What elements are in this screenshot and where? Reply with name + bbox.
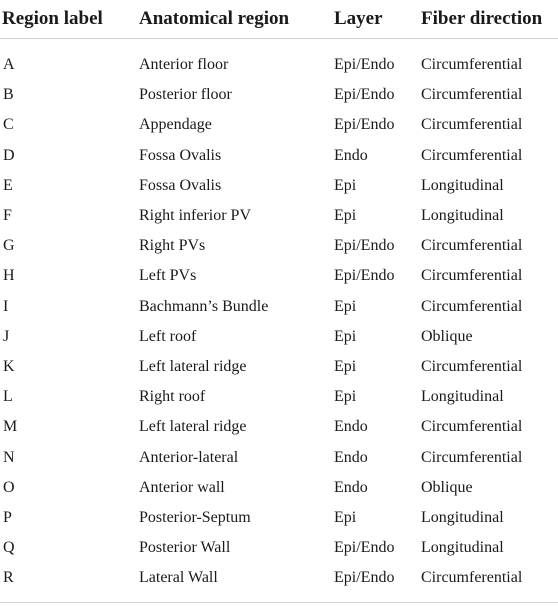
cell-fiber-direction: Circumferential	[421, 146, 523, 164]
cell-anatomical-region: Anterior-lateral	[139, 448, 239, 466]
cell-fiber-direction: Circumferential	[421, 237, 523, 255]
table-row	[0, 533, 558, 563]
table-body	[0, 39, 558, 603]
table-row	[0, 503, 558, 533]
cell-anatomical-region: Left lateral ridge	[139, 357, 247, 375]
header-row	[0, 0, 558, 39]
cell-fiber-direction: Longitudinal	[421, 207, 504, 225]
cell-layer: Epi	[334, 327, 357, 345]
cell-fiber-direction: Circumferential	[421, 267, 523, 285]
cell-region-label: R	[3, 569, 14, 587]
cell-layer: Epi/Endo	[334, 56, 395, 74]
cell-region-label: F	[3, 207, 12, 225]
cell-layer: Epi/Endo	[334, 569, 395, 587]
cell-anatomical-region: Fossa Ovalis	[139, 146, 222, 164]
cell-anatomical-region: Appendage	[139, 116, 212, 134]
header-anatomical-region: Anatomical region	[137, 0, 332, 39]
cell-anatomical-region: Posterior-Septum	[139, 508, 251, 526]
cell-fiber-direction: Oblique	[421, 478, 473, 496]
cell-region-label: P	[3, 508, 12, 526]
table-row	[0, 201, 558, 231]
cell-layer: Epi	[334, 176, 357, 194]
cell-fiber-direction: Circumferential	[421, 357, 523, 375]
cell-anatomical-region: Right inferior PV	[139, 207, 251, 225]
cell-layer: Epi/Endo	[334, 116, 395, 134]
cell-fiber-direction: Oblique	[421, 327, 473, 345]
table-row	[0, 141, 558, 171]
cell-fiber-direction: Circumferential	[421, 116, 523, 134]
cell-region-label: B	[3, 86, 14, 104]
cell-anatomical-region: Lateral Wall	[139, 569, 218, 587]
table-row	[0, 80, 558, 110]
table-row	[0, 171, 558, 201]
table-row	[0, 382, 558, 412]
cell-anatomical-region: Posterior floor	[139, 86, 232, 104]
cell-anatomical-region: Right roof	[139, 388, 206, 406]
cell-region-label: A	[3, 56, 15, 74]
cell-anatomical-region: Left roof	[139, 327, 197, 345]
cell-anatomical-region: Anterior wall	[139, 478, 225, 496]
header-region-label: Region label	[0, 0, 137, 39]
cell-layer: Endo	[334, 478, 368, 496]
table-row	[0, 442, 558, 472]
cell-anatomical-region: Bachmann’s Bundle	[139, 297, 269, 315]
cell-layer: Endo	[334, 418, 368, 436]
cell-region-label: L	[3, 388, 13, 406]
cell-layer: Epi	[334, 297, 357, 315]
cell-region-label: I	[3, 297, 9, 315]
cell-anatomical-region: Left PVs	[139, 267, 197, 285]
cell-fiber-direction: Longitudinal	[421, 539, 504, 557]
table-row	[0, 563, 558, 593]
cell-region-label: D	[3, 146, 15, 164]
cell-fiber-direction: Circumferential	[421, 56, 523, 74]
cell-anatomical-region: Posterior Wall	[139, 539, 231, 557]
cell-region-label: Q	[3, 539, 15, 557]
cell-fiber-direction: Longitudinal	[421, 508, 504, 526]
cell-fiber-direction: Longitudinal	[421, 388, 504, 406]
table-row	[0, 50, 558, 80]
cell-anatomical-region: Right PVs	[139, 237, 206, 255]
header-layer: Layer	[332, 0, 419, 39]
cell-layer: Epi/Endo	[334, 86, 395, 104]
cell-fiber-direction: Circumferential	[421, 418, 523, 436]
table-row	[0, 231, 558, 261]
cell-fiber-direction: Circumferential	[421, 86, 523, 104]
cell-anatomical-region: Anterior floor	[139, 56, 229, 74]
cell-fiber-direction: Longitudinal	[421, 176, 504, 194]
table-row	[0, 352, 558, 382]
cell-layer: Epi	[334, 207, 357, 225]
table-bottom-rule	[0, 593, 558, 603]
table-row	[0, 110, 558, 140]
table-row	[0, 292, 558, 322]
cell-region-label: G	[3, 237, 15, 255]
cell-layer: Epi	[334, 508, 357, 526]
cell-region-label: J	[3, 327, 10, 345]
table-row	[0, 322, 558, 352]
cell-fiber-direction: Circumferential	[421, 297, 523, 315]
cell-anatomical-region: Fossa Ovalis	[139, 176, 222, 194]
cell-layer: Epi/Endo	[334, 539, 395, 557]
cell-fiber-direction: Circumferential	[421, 569, 523, 587]
table-header	[0, 0, 558, 39]
cell-fiber-direction: Circumferential	[421, 448, 523, 466]
cell-layer: Endo	[334, 448, 368, 466]
cell-layer: Epi	[334, 357, 357, 375]
cell-layer: Epi/Endo	[334, 267, 395, 285]
cell-anatomical-region: Left lateral ridge	[139, 418, 247, 436]
cell-layer: Endo	[334, 146, 368, 164]
cell-region-label: N	[3, 448, 15, 466]
table-row	[0, 412, 558, 442]
cell-region-label: H	[3, 267, 15, 285]
table-row	[0, 261, 558, 291]
table-row	[0, 473, 558, 503]
cell-region-label: O	[3, 478, 15, 496]
header-fiber-direction: Fiber direction	[419, 0, 558, 39]
cell-region-label: E	[3, 176, 13, 194]
cell-region-label: K	[3, 357, 15, 375]
header-spacer	[0, 39, 558, 51]
cell-region-label: M	[3, 418, 18, 436]
cell-region-label: C	[3, 116, 14, 134]
cell-layer: Epi/Endo	[334, 237, 395, 255]
cell-layer: Epi	[334, 388, 357, 406]
